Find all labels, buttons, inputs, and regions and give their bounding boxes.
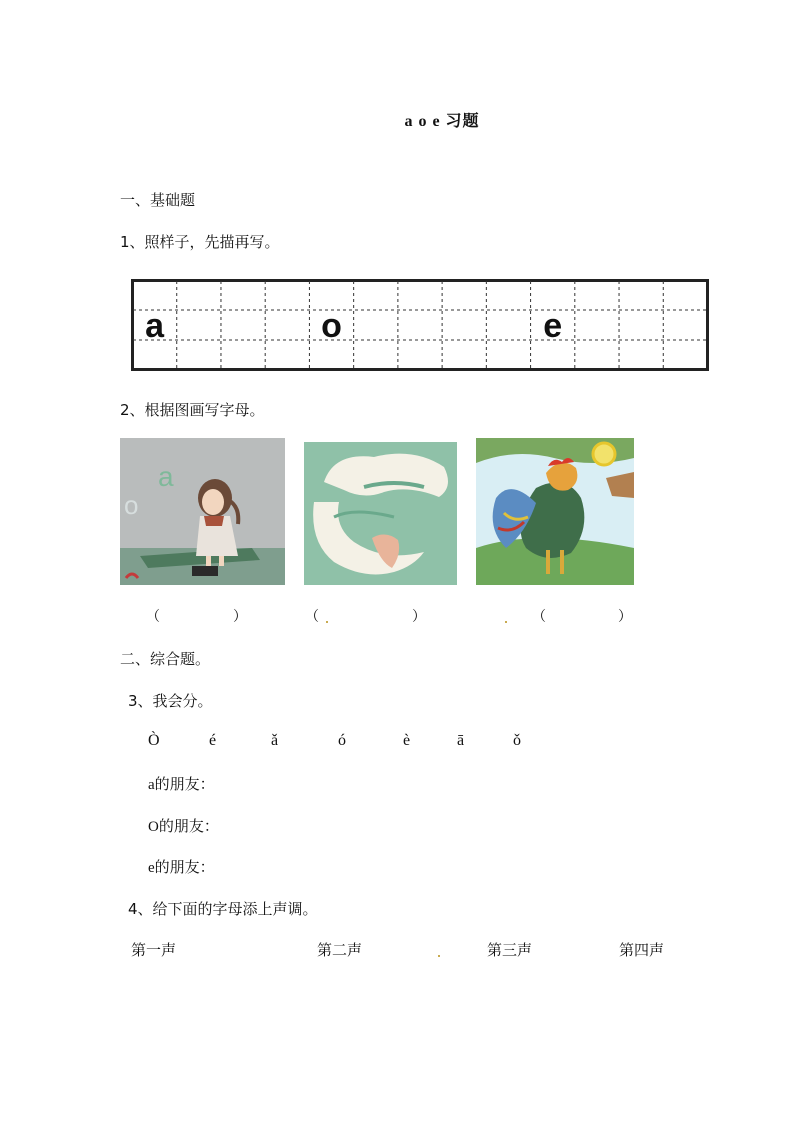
stray-dot-mark — [505, 621, 507, 623]
friend-line-o — [148, 816, 219, 837]
friend-letter: e — [148, 860, 155, 876]
friend-letter: a — [148, 777, 155, 793]
answer-bracket-1-close: ） — [233, 609, 247, 625]
tone-letter: ǎ — [271, 732, 279, 749]
tone-label-second: 第二声 — [317, 941, 363, 959]
tone-letter: ó — [338, 732, 346, 749]
tone-label-third: 第三声 — [487, 941, 533, 959]
question-4-label: 4、给下面的字母添上声调。 — [128, 900, 318, 918]
tone-label-fourth: 第四声 — [619, 941, 665, 959]
page-title: a o e 习题 — [404, 113, 480, 130]
picture-letter-hint-a: a — [158, 461, 174, 492]
tone-letter: Ò — [148, 732, 160, 749]
question-3-label: 3、我会分。 — [128, 692, 213, 710]
answer-bracket-3-close: ） — [618, 609, 632, 625]
tone-letter: ā — [457, 732, 465, 749]
friend-text: 的朋友： — [154, 775, 215, 793]
stray-dot-mark — [438, 955, 440, 957]
question-2-label: 2、根据图画写字母。 — [120, 401, 265, 419]
friend-answer-a[interactable] — [232, 774, 652, 796]
answer-blank-2[interactable] — [320, 608, 408, 628]
tone-label-first: 第一声 — [131, 941, 177, 959]
section-heading-comprehensive: 二、综合题。 — [120, 650, 211, 668]
answer-blank-1[interactable] — [150, 608, 230, 628]
rooster-crowing-picture — [476, 438, 634, 585]
friend-line-e — [148, 857, 215, 878]
friend-answer-o[interactable] — [236, 816, 656, 838]
grid-sample-letter-e: e — [543, 307, 563, 345]
writing-grid-lines — [131, 279, 709, 371]
friend-letter: O — [148, 819, 159, 835]
friend-text: 的朋友： — [158, 817, 219, 835]
answer-bracket-2-close: ） — [412, 609, 426, 625]
tone-letter: ǒ — [513, 732, 521, 749]
grid-sample-letter-a: a — [145, 307, 165, 345]
answer-bracket-2-open: （ — [305, 609, 319, 625]
answer-blank-3[interactable] — [548, 608, 614, 628]
tone-letter: è — [403, 732, 411, 749]
friend-text: 的朋友： — [154, 858, 215, 876]
friend-line-a — [148, 774, 215, 795]
picture-letter-hint-o: o — [124, 490, 139, 520]
goose-reflection-picture — [304, 442, 457, 585]
question-1-label: 1、照样子，先描再写。 — [120, 233, 280, 251]
answer-bracket-1-open: （ — [146, 609, 160, 625]
section-heading-basic: 一、基础题 — [120, 191, 196, 209]
tone-letter: é — [209, 732, 217, 749]
girl-singing-picture — [120, 438, 285, 585]
friend-answer-e[interactable] — [232, 857, 652, 879]
writing-grid[interactable] — [131, 279, 709, 371]
grid-sample-letter-o: o — [321, 307, 342, 345]
answer-bracket-3-open: （ — [532, 609, 546, 625]
